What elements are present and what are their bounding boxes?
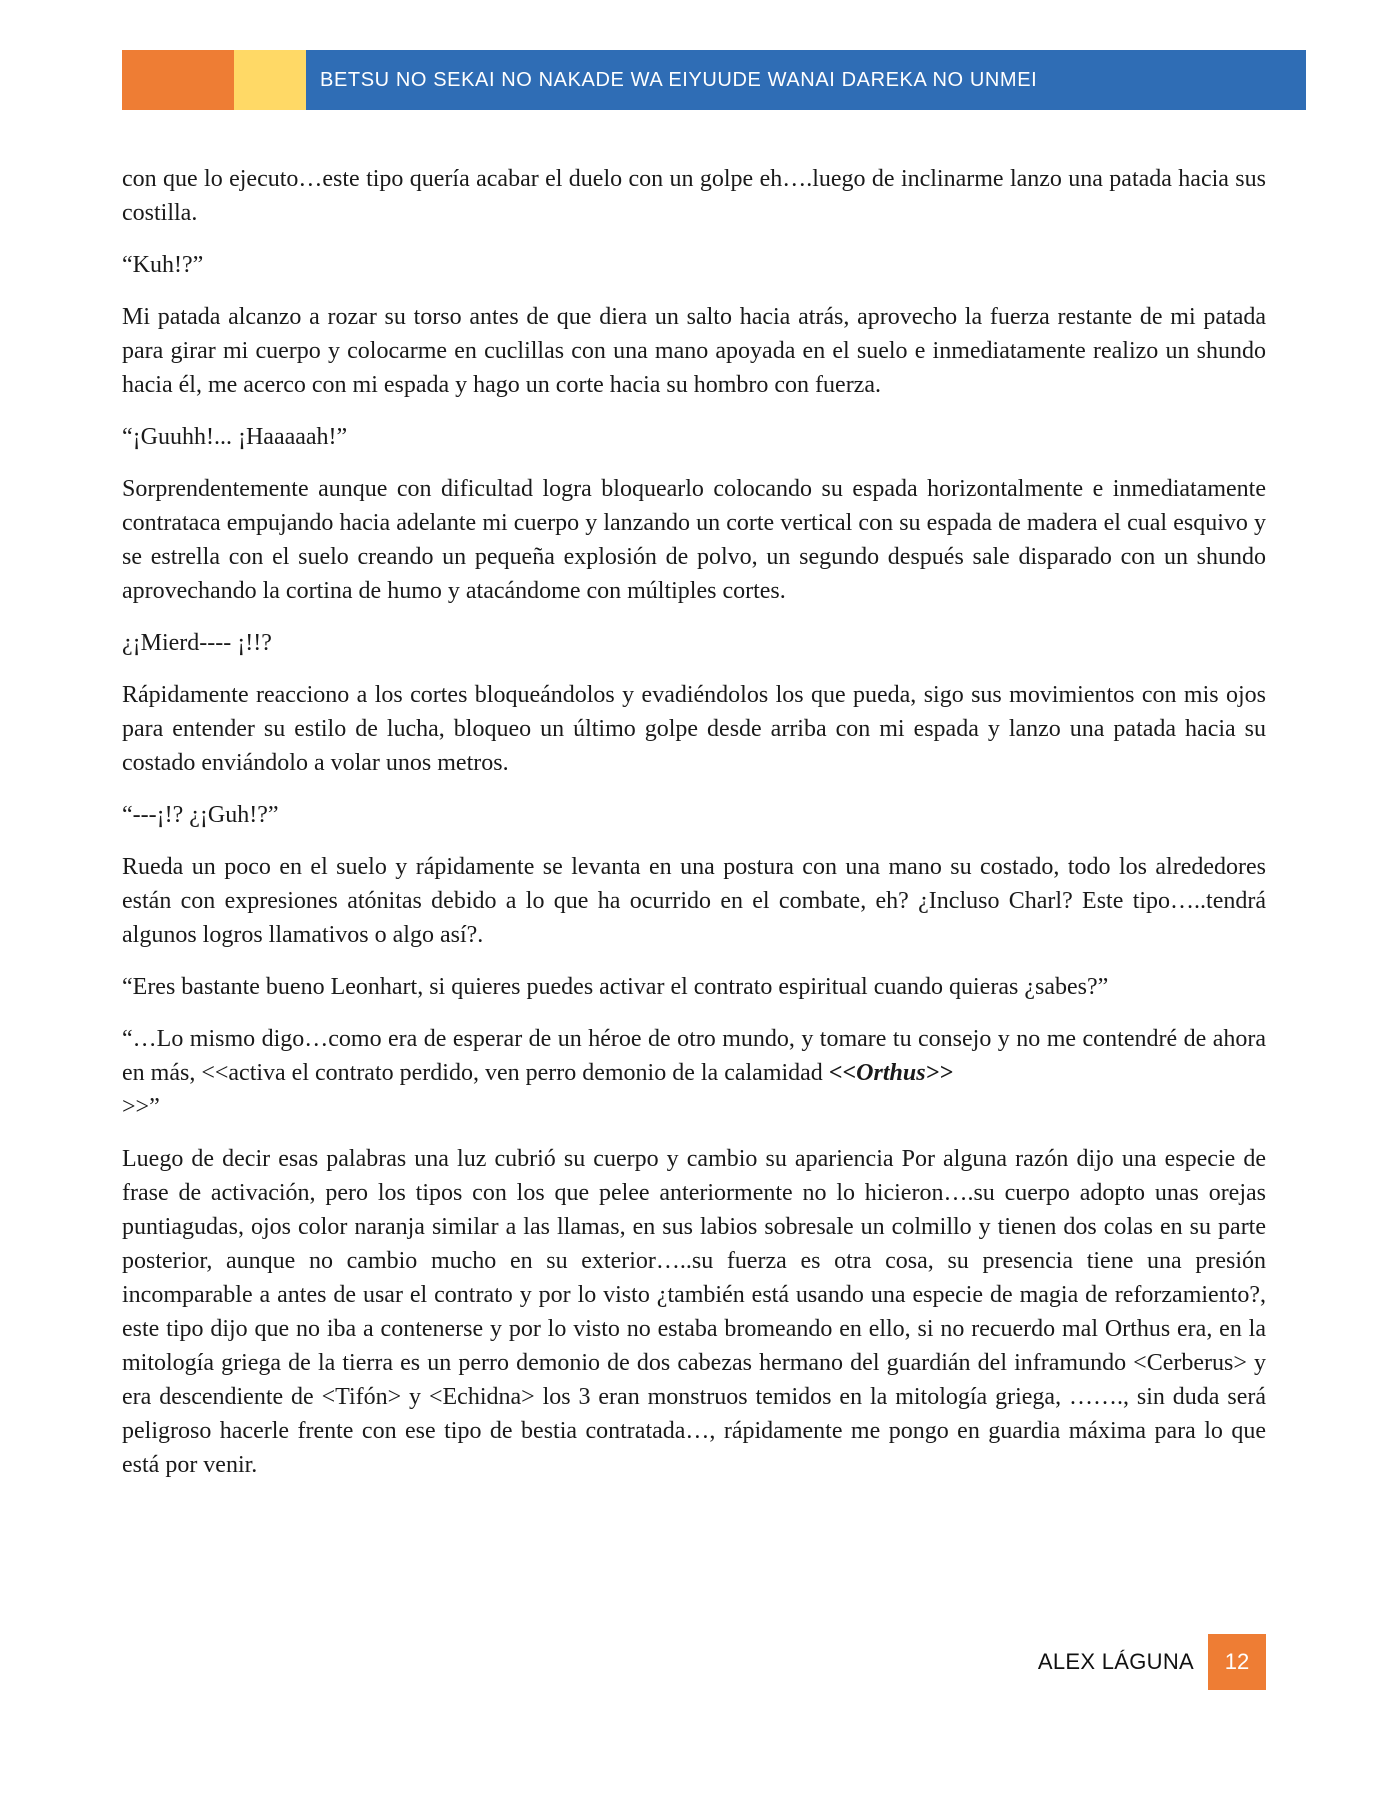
dialogue-line: “Kuh!?” xyxy=(122,252,204,278)
activation-paragraph xyxy=(122,1022,1266,1124)
dialogue-line: ¿¡Mierd---- ¡!!? xyxy=(122,630,272,656)
header-orange-block xyxy=(122,50,234,110)
paragraph: Rápidamente reacciono a los cortes bloqueándolos y evadiéndolos los que pueda, sigo sus movimientos con mis ojos para entender su estilo de lucha, bloqueo un último golpe desde arriba con mi espada y lanzo una patada hacia su costado enviándolo a volar unos metros. xyxy=(122,682,1266,776)
page-body xyxy=(122,162,1266,1500)
dialogue-line: “---¡!? ¿¡Guh!?” xyxy=(122,802,279,828)
orthus-name: <<Orthus>> xyxy=(828,1060,953,1086)
header-yellow-block xyxy=(234,50,306,110)
dialogue-line: “Eres bastante bueno Leonhart, si quieres puedes activar el contrato espiritual cuando quieras ¿sabes?” xyxy=(122,974,1109,1000)
author-name: ALEX LÁGUNA xyxy=(1037,1649,1194,1674)
activation-text: “…Lo mismo digo…como era de esperar de un héroe de otro mundo, y tomare tu consejo y no me contendré de ahora en más, <<activa el contrato perdido, ven perro demonio de la calamidad xyxy=(122,1026,1266,1086)
activation-close: >>” xyxy=(122,1094,160,1120)
paragraph: Sorprendentemente aunque con dificultad logra bloquearlo colocando su espada horizontalmente e inmediatamente contrataca empujando hacia adelante mi cuerpo y lanzando un corte vertical con su espada de madera el cual esquivo y se estrella con el suelo creando un pequeña explosión de polvo, un segundo después sale disparado con un shundo aprovechando la cortina de humo y atacándome con múltiples cortes. xyxy=(122,476,1266,604)
final-paragraph: Luego de decir esas palabras una luz cubrió su cuerpo y cambio su apariencia Por alguna razón dijo una especie de frase de activación, pero los tipos con los que pelee anteriormente no lo hicieron….su cuerpo adopto unas orejas puntiagudas, ojos color naranja similar a las llamas, en sus labios sobresale un colmillo y tienen dos colas en su parte posterior, aunque no cambio mucho en su exterior…..su fuerza es otra cosa, su presencia tiene una presión incomparable a antes de usar el contrato y por lo visto ¿también está usando una especie de magia de reforzamiento?, este tipo dijo que no iba a contenerse y por lo visto no estaba bromeando en ello, si no recuerdo mal Orthus era, en la mitología griega de la tierra es un perro demonio de dos cabezas hermano del guardián del inframundo <Cerberus> y era descendiente de <Tifón> y <Echidna> los 3 eran monstruos temidos en la mitología griega, ……., sin duda será peligroso hacerle frente con ese tipo de bestia contratada…, rápidamente me pongo en guardia máxima para lo que está por venir. xyxy=(122,1146,1266,1478)
dialogue-line: “¡Guuhh!... ¡Haaaaah!” xyxy=(122,424,348,450)
paragraph: Rueda un poco en el suelo y rápidamente se levanta en una postura con una mano su costado, todo los alrededores están con expresiones atónitas debido a lo que ha ocurrido en el combate, eh? ¿Incluso Charl? Este tipo…..tendrá algunos logros llamativos o algo así?. xyxy=(122,854,1266,948)
page-number: 12 xyxy=(1208,1634,1266,1690)
header-title-bar xyxy=(306,50,1306,110)
page-header xyxy=(122,50,1306,110)
header-title: BETSU NO SEKAI NO NAKADE WA EIYUUDE WANAI DAREKA NO UNMEI xyxy=(320,68,1038,91)
paragraph: Mi patada alcanzo a rozar su torso antes de que diera un salto hacia atrás, aprovecho la fuerza restante de mi patada para girar mi cuerpo y colocarme en cuclillas con una mano apoyada en el suelo e inmediatamente realizo un shundo hacia él, me acerco con mi espada y hago un corte hacia su hombro con fuerza. xyxy=(122,304,1266,398)
paragraph: con que lo ejecuto…este tipo quería acabar el duelo con un golpe eh….luego de inclinarme lanzo una patada hacia sus costilla. xyxy=(122,166,1266,226)
page-footer xyxy=(1038,1634,1266,1690)
